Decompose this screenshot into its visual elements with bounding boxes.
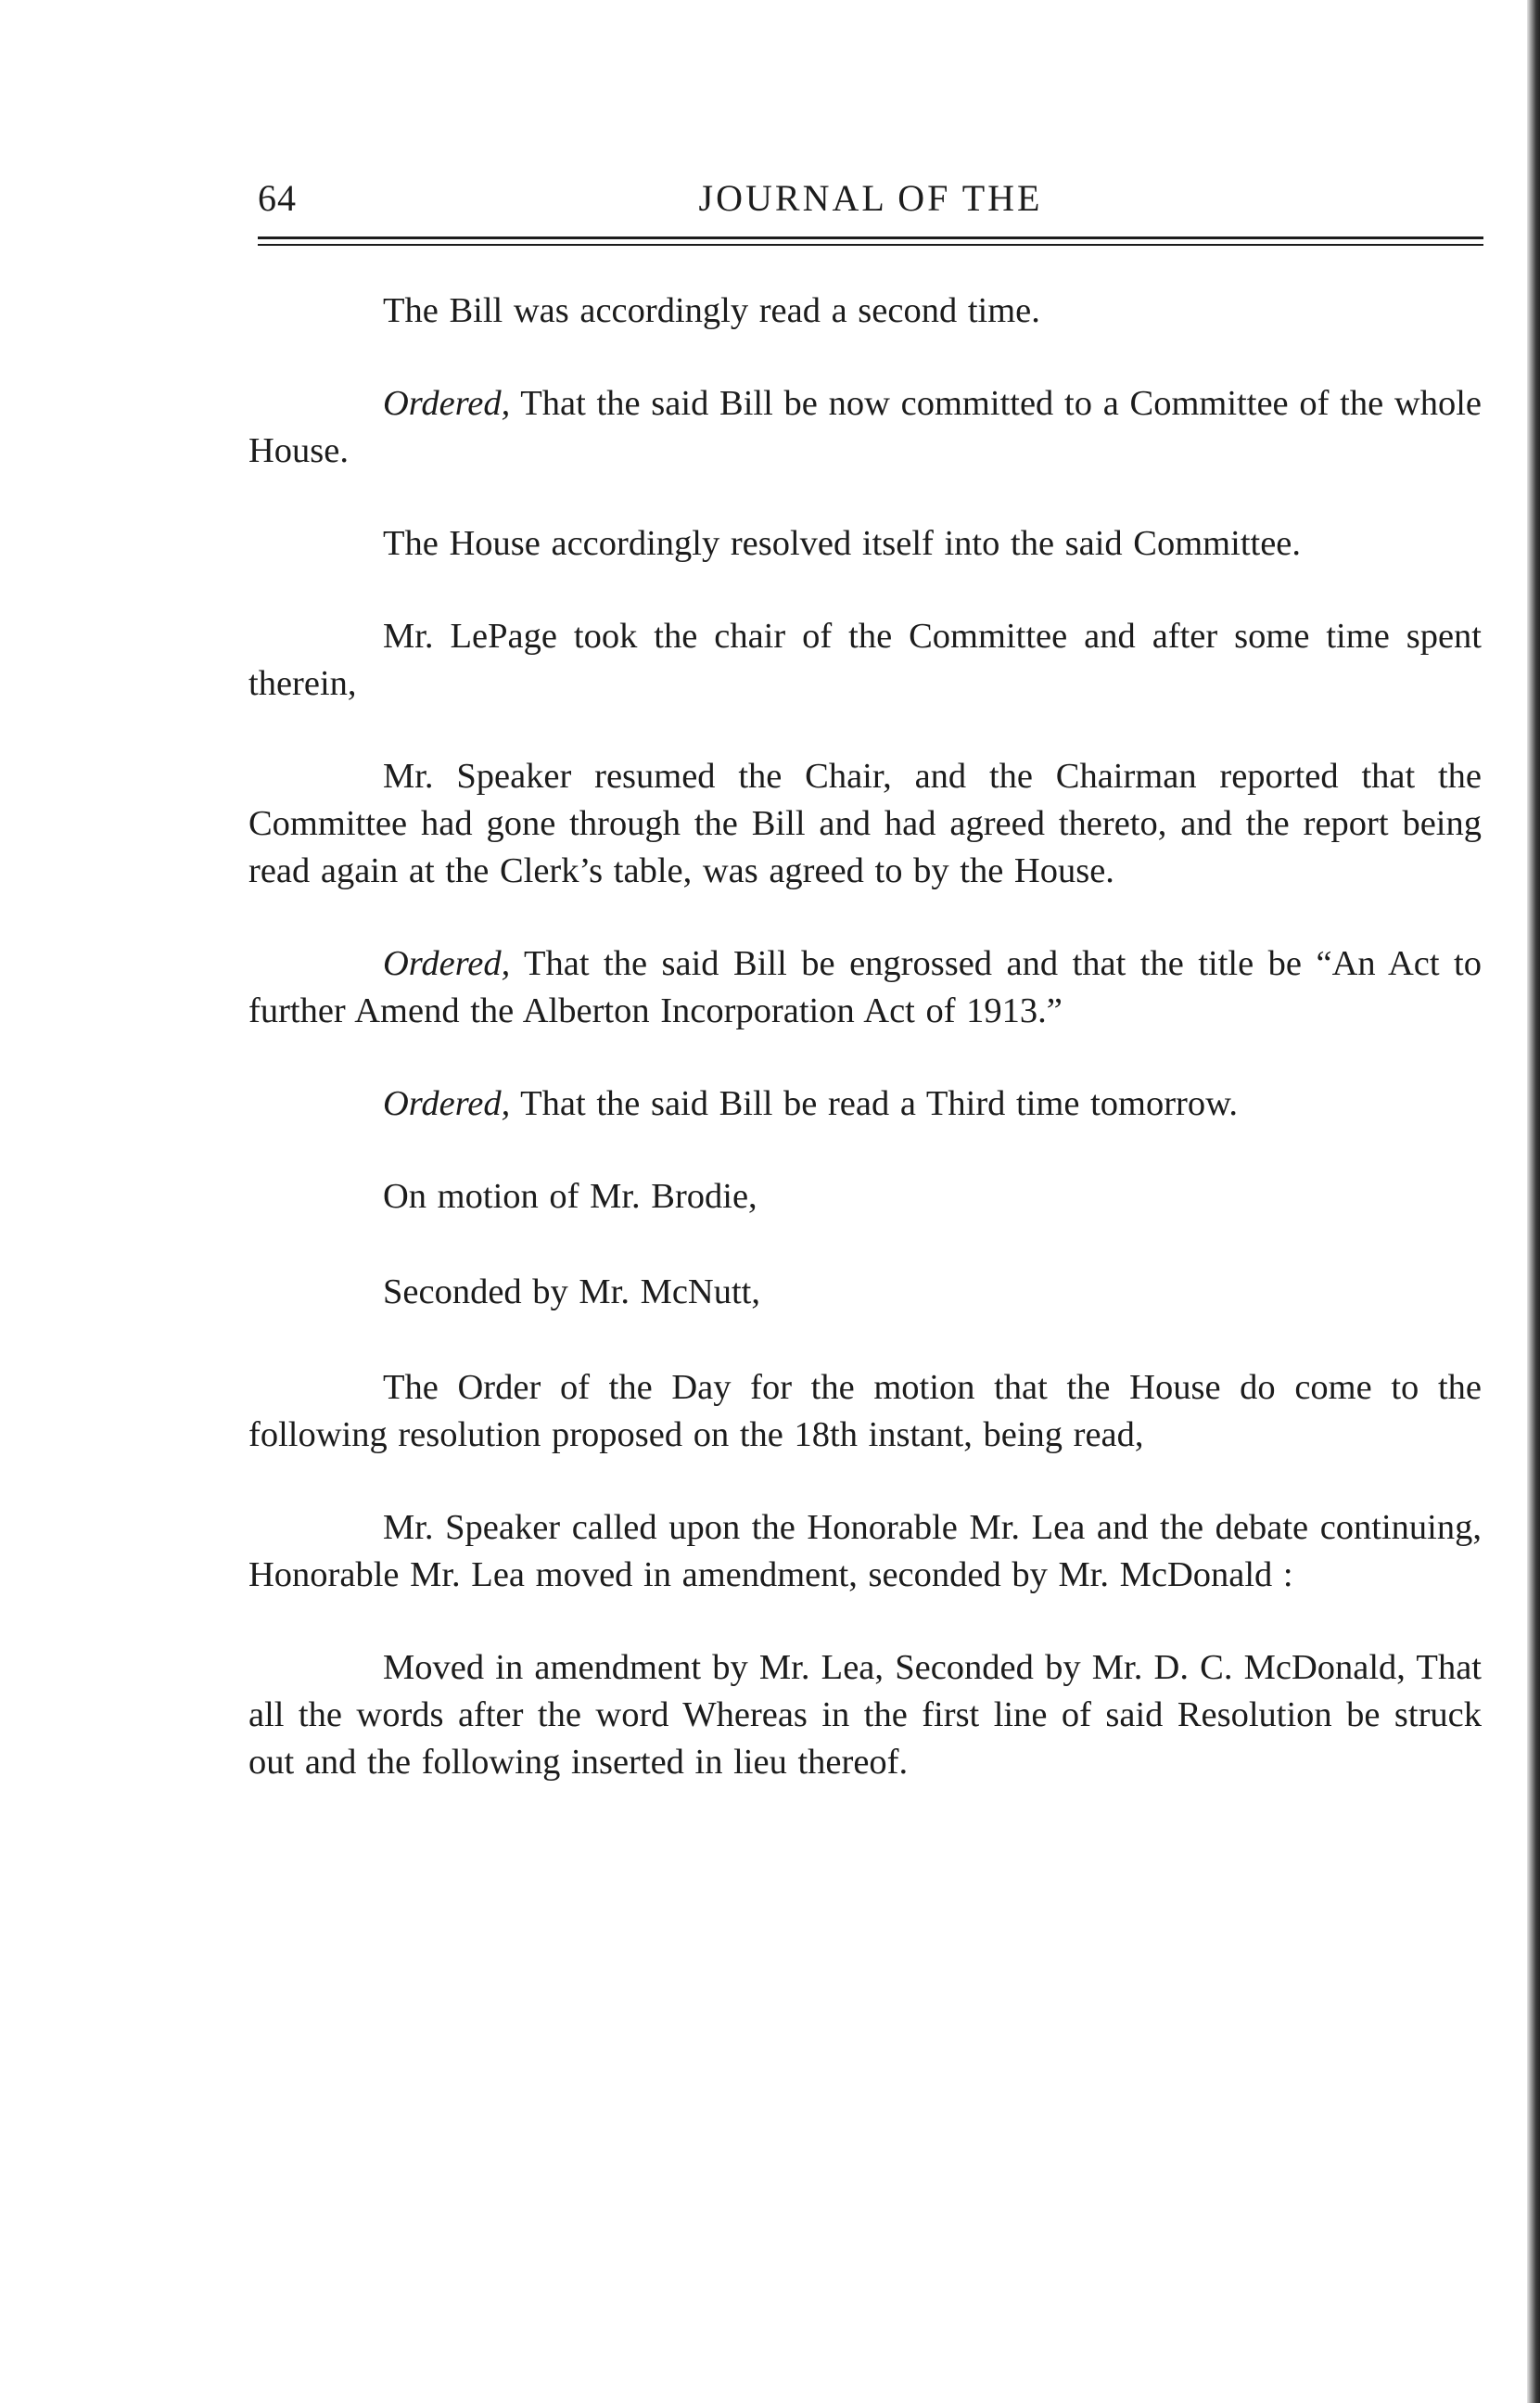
- paragraph-lepage-chair: Mr. LePage took the chair of the Committee and after some time spent therein,: [248, 617, 1482, 703]
- paragraph-seconded-mcnutt: Seconded by Mr. McNutt,: [383, 1272, 760, 1311]
- ordered-lead: Ordered,: [383, 944, 511, 983]
- paragraph-bill-read-second-time: The Bill was accordingly read a second time.: [383, 291, 1040, 330]
- ordered-lead: Ordered,: [383, 1084, 511, 1123]
- page-edge-shadow: [1527, 0, 1540, 2403]
- paragraph-speaker-called-lea: Mr. Speaker called upon the Honorable Mr. Lea and the debate continuing, Honorable Mr. Lea moved in amendment, seconded by Mr. McDonald :: [248, 1508, 1482, 1594]
- page-header: [258, 176, 1483, 232]
- header-rule-top: [258, 236, 1483, 239]
- paragraph-order-of-the-day: The Order of the Day for the motion that the House do come to the following resolution proposed on the 18th instant, being read,: [248, 1368, 1482, 1454]
- header-rule-bottom: [258, 244, 1483, 246]
- ordered-lead: Ordered,: [383, 384, 511, 423]
- paragraph-speaker-resumed: Mr. Speaker resumed the Chair, and the Chairman reported that the Committee had gone through the Bill and had agreed thereto, and the report being read again at the Clerk’s table, was agreed to by the House.: [248, 757, 1482, 890]
- running-head: JOURNAL OF THE: [698, 177, 1043, 219]
- journal-body: [248, 288, 1482, 1832]
- paragraph-moved-in-amendment: Moved in amendment by Mr. Lea, Seconded by Mr. D. C. McDonald, That all the words after the word Whereas in the first line of said Resolution be struck out and the following inserted in lieu thereof.: [248, 1648, 1482, 1782]
- paragraph-house-resolved: The House accordingly resolved itself into the said Committee.: [383, 524, 1302, 563]
- page-number: 64: [258, 177, 297, 219]
- paragraph-ordered-third-time: Ordered, That the said Bill be read a Third time tomorrow.: [383, 1084, 1239, 1123]
- paragraph-motion-brodie: On motion of Mr. Brodie,: [383, 1177, 757, 1216]
- paragraph-ordered-engrossed: Ordered, That the said Bill be engrossed and that the title be “An Act to further Amend the Alberton Incorporation Act of 1913.”: [248, 944, 1482, 1030]
- paragraph-ordered-committed: Ordered, That the said Bill be now committed to a Committee of the whole House.: [248, 384, 1482, 470]
